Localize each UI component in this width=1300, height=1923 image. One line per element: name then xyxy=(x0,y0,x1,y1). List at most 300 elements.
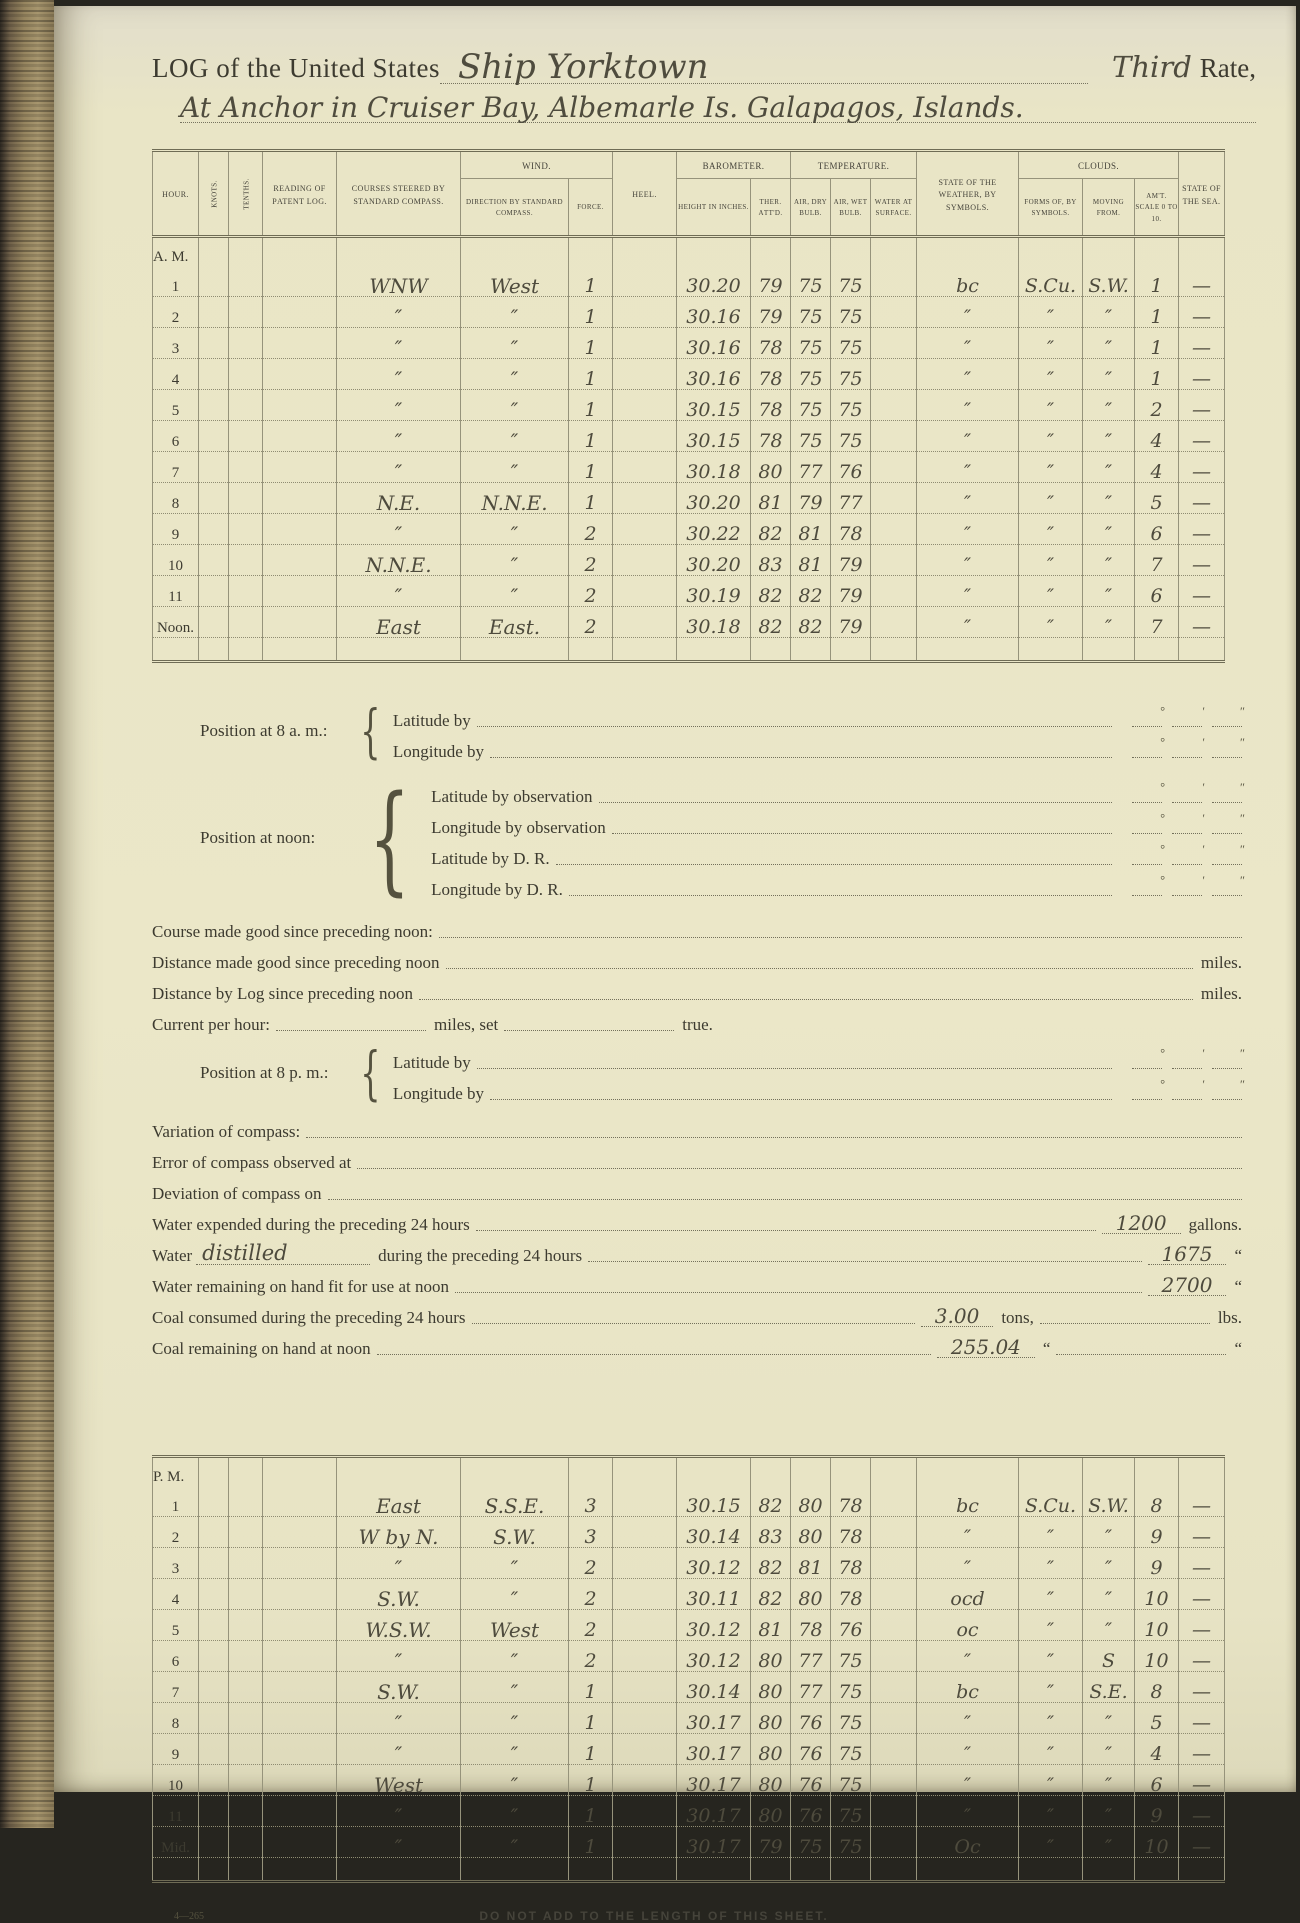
sea-state: — xyxy=(1179,545,1225,576)
sea-state: — xyxy=(1179,421,1225,452)
coal-consumed-value: 3.00 xyxy=(921,1306,994,1327)
minutes-mark: ′ xyxy=(1172,823,1202,834)
lon-dr-label: Longitude by D. R. xyxy=(431,880,563,899)
log-row xyxy=(153,1796,1225,1827)
cloud-forms: ″ xyxy=(1019,452,1083,483)
wind-force: 1 xyxy=(569,421,613,452)
wind-direction: ″ xyxy=(461,297,569,328)
log-row xyxy=(153,390,1225,421)
water-surface xyxy=(871,545,917,576)
cloud-forms: ″ xyxy=(1019,1734,1083,1765)
col-air-dry: Air, Dry Bulb. xyxy=(791,179,831,237)
wind-direction: ″ xyxy=(461,1641,569,1672)
heel xyxy=(613,607,677,638)
patent-log-reading xyxy=(263,1641,337,1672)
cloud-amount: 1 xyxy=(1135,266,1179,297)
patent-log-reading xyxy=(263,421,337,452)
wind-force: 2 xyxy=(569,545,613,576)
barometer-height: 30.12 xyxy=(677,1641,751,1672)
cloud-moving-from: ″ xyxy=(1083,483,1135,514)
barometer-height: 30.22 xyxy=(677,514,751,545)
weather-symbols: ″ xyxy=(917,1517,1019,1548)
course-steered: ″ xyxy=(337,421,461,452)
miles-unit: miles. xyxy=(1200,984,1242,1003)
thermometer-attached: 80 xyxy=(751,1765,791,1796)
patent-log-reading xyxy=(263,607,337,638)
cloud-moving-from: ″ xyxy=(1083,328,1135,359)
air-dry-bulb: 77 xyxy=(791,1641,831,1672)
air-wet-bulb: 75 xyxy=(831,1703,871,1734)
heel xyxy=(613,421,677,452)
cloud-amount: 7 xyxy=(1135,607,1179,638)
position-8pm-group xyxy=(152,1039,1245,1107)
wind-force: 1 xyxy=(569,483,613,514)
weather-symbols: ″ xyxy=(917,390,1019,421)
weather-symbols: ″ xyxy=(917,1641,1019,1672)
course-steered: N.E. xyxy=(337,483,461,514)
barometer-height: 30.11 xyxy=(677,1579,751,1610)
cloud-amount: 6 xyxy=(1135,576,1179,607)
wind-direction: ″ xyxy=(461,421,569,452)
air-dry-bulb: 76 xyxy=(791,1765,831,1796)
minutes-mark: ′ xyxy=(1172,747,1202,758)
patent-log-reading xyxy=(263,1486,337,1517)
col-wind-direction: Direction by Standard Compass. xyxy=(461,179,569,237)
wind-force: 1 xyxy=(569,452,613,483)
patent-log-reading xyxy=(263,452,337,483)
wind-direction: West xyxy=(461,1610,569,1641)
water-surface xyxy=(871,576,917,607)
water-surface xyxy=(871,1827,917,1858)
sea-state: — xyxy=(1179,1796,1225,1827)
cloud-amount: 5 xyxy=(1135,1703,1179,1734)
wind-direction: West xyxy=(461,266,569,297)
air-wet-bulb: 78 xyxy=(831,514,871,545)
col-wind-group: Wind. xyxy=(461,151,613,179)
wind-force: 1 xyxy=(569,1703,613,1734)
course-steered: West xyxy=(337,1765,461,1796)
barometer-height: 30.14 xyxy=(677,1517,751,1548)
hour: 8 xyxy=(153,483,199,514)
degrees-mark: ° xyxy=(1132,823,1162,834)
barometer-height: 30.17 xyxy=(677,1703,751,1734)
log-row xyxy=(153,1703,1225,1734)
sea-state: — xyxy=(1179,1548,1225,1579)
degrees-mark: ° xyxy=(1132,854,1162,865)
thermometer-attached: 82 xyxy=(751,514,791,545)
water-surface xyxy=(871,1796,917,1827)
weather-symbols: oc xyxy=(917,1610,1019,1641)
course-steered: ″ xyxy=(337,328,461,359)
cloud-forms: ″ xyxy=(1019,1703,1083,1734)
col-water-surface: Water at Surface. xyxy=(871,179,917,237)
course-steered: East xyxy=(337,1486,461,1517)
wind-direction: ″ xyxy=(461,328,569,359)
log-row xyxy=(153,421,1225,452)
barometer-height: 30.17 xyxy=(677,1765,751,1796)
thermometer-attached: 80 xyxy=(751,1672,791,1703)
barometer-height: 30.20 xyxy=(677,483,751,514)
cloud-moving-from: ″ xyxy=(1083,390,1135,421)
course-steered: W.S.W. xyxy=(337,1610,461,1641)
weather-symbols: bc xyxy=(917,1486,1019,1517)
patent-log-reading xyxy=(263,1517,337,1548)
barometer-height: 30.17 xyxy=(677,1734,751,1765)
col-weather: State of the Weather, by Symbols. xyxy=(917,151,1019,237)
cloud-moving-from: ″ xyxy=(1083,1765,1135,1796)
page-title xyxy=(152,47,1256,88)
brace: { xyxy=(360,697,381,765)
seconds-mark: ″ xyxy=(1212,823,1242,834)
wind-direction: S.W. xyxy=(461,1517,569,1548)
air-wet-bulb: 75 xyxy=(831,297,871,328)
air-dry-bulb: 81 xyxy=(791,514,831,545)
heel xyxy=(613,1486,677,1517)
wind-direction: ″ xyxy=(461,1548,569,1579)
knots xyxy=(199,266,229,297)
water-surface xyxy=(871,1765,917,1796)
heel xyxy=(613,1579,677,1610)
cloud-amount: 10 xyxy=(1135,1610,1179,1641)
patent-log-reading xyxy=(263,576,337,607)
col-baro-height: Height in Inches. xyxy=(677,179,751,237)
air-wet-bulb: 78 xyxy=(831,1486,871,1517)
thermometer-attached: 82 xyxy=(751,576,791,607)
log-row xyxy=(153,576,1225,607)
degree-marks xyxy=(1122,735,1245,758)
log-row xyxy=(153,1827,1225,1858)
location-line xyxy=(152,91,1256,124)
cloud-moving-from: ″ xyxy=(1083,359,1135,390)
thermometer-attached: 82 xyxy=(751,607,791,638)
wind-force: 2 xyxy=(569,514,613,545)
cloud-moving-from: ″ xyxy=(1083,1548,1135,1579)
longitude-by-label: Longitude by xyxy=(392,742,485,761)
hour: 1 xyxy=(153,1486,199,1517)
course-steered: ″ xyxy=(337,1796,461,1827)
weather-symbols: ″ xyxy=(917,1734,1019,1765)
position-noon-group xyxy=(152,769,1245,907)
seconds-mark: ″ xyxy=(1212,716,1242,727)
cloud-forms: ″ xyxy=(1019,483,1083,514)
cloud-forms: ″ xyxy=(1019,1672,1083,1703)
barometer-height: 30.16 xyxy=(677,359,751,390)
tenths xyxy=(229,607,263,638)
knots xyxy=(199,390,229,421)
water-surface xyxy=(871,390,917,421)
seconds-mark: ″ xyxy=(1212,1058,1242,1069)
air-wet-bulb: 79 xyxy=(831,576,871,607)
hour: 2 xyxy=(153,297,199,328)
sea-state: — xyxy=(1179,514,1225,545)
water-surface xyxy=(871,1641,917,1672)
log-row xyxy=(153,607,1225,638)
wind-direction: ″ xyxy=(461,514,569,545)
current-per-hour-label: Current per hour: xyxy=(152,1015,271,1034)
water-remaining-label: Water remaining on hand fit for use at noon xyxy=(152,1277,449,1296)
course-steered: ″ xyxy=(337,1548,461,1579)
hour: 5 xyxy=(153,390,199,421)
knots xyxy=(199,1641,229,1672)
wind-direction: ″ xyxy=(461,576,569,607)
weather-symbols: ″ xyxy=(917,576,1019,607)
log-page xyxy=(54,6,1296,1923)
weather-symbols: ocd xyxy=(917,1579,1019,1610)
rate-label: Rate, xyxy=(1199,53,1256,83)
air-wet-bulb: 76 xyxy=(831,452,871,483)
air-wet-bulb: 77 xyxy=(831,483,871,514)
log-row xyxy=(153,266,1225,297)
sea-state: — xyxy=(1179,576,1225,607)
wind-force: 3 xyxy=(569,1486,613,1517)
course-steered: S.W. xyxy=(337,1579,461,1610)
course-steered: ″ xyxy=(337,1641,461,1672)
wind-direction: ″ xyxy=(461,545,569,576)
wind-force: 1 xyxy=(569,1765,613,1796)
course-steered: ″ xyxy=(337,390,461,421)
knots xyxy=(199,483,229,514)
thermometer-attached: 82 xyxy=(751,1486,791,1517)
course-steered: W by N. xyxy=(337,1517,461,1548)
cloud-moving-from: ″ xyxy=(1083,1517,1135,1548)
wind-force: 1 xyxy=(569,390,613,421)
wind-direction: ″ xyxy=(461,1703,569,1734)
weather-symbols: ″ xyxy=(917,1703,1019,1734)
wind-force: 1 xyxy=(569,328,613,359)
patent-log-reading xyxy=(263,483,337,514)
lon-observation-label: Longitude by observation xyxy=(431,818,606,837)
wind-force: 2 xyxy=(569,607,613,638)
cloud-moving-from: ″ xyxy=(1083,452,1135,483)
water-expended-value: 1200 xyxy=(1102,1213,1181,1234)
heel xyxy=(613,1796,677,1827)
heel xyxy=(613,1610,677,1641)
heel xyxy=(613,359,677,390)
distilled-handwritten: distilled xyxy=(196,1243,370,1265)
barometer-height: 30.17 xyxy=(677,1796,751,1827)
period-label-row xyxy=(153,237,1225,267)
minutes-mark: ′ xyxy=(1172,716,1202,727)
water-label: Water xyxy=(152,1246,193,1265)
weather-symbols: ″ xyxy=(917,545,1019,576)
tenths xyxy=(229,390,263,421)
miles-unit: miles. xyxy=(1200,953,1242,972)
air-wet-bulb: 75 xyxy=(831,359,871,390)
barometer-height: 30.16 xyxy=(677,328,751,359)
knots xyxy=(199,1796,229,1827)
deviation-line xyxy=(152,1173,1242,1204)
degrees-mark: ° xyxy=(1132,747,1162,758)
tenths xyxy=(229,1548,263,1579)
weather-symbols: ″ xyxy=(917,452,1019,483)
patent-log-reading xyxy=(263,1672,337,1703)
col-courses: Courses Steered by Standard Compass. xyxy=(337,151,461,237)
air-wet-bulb: 78 xyxy=(831,1517,871,1548)
thermometer-attached: 80 xyxy=(751,452,791,483)
air-dry-bulb: 81 xyxy=(791,1548,831,1579)
sea-state: — xyxy=(1179,1641,1225,1672)
knots xyxy=(199,1827,229,1858)
thermometer-attached: 78 xyxy=(751,328,791,359)
heel xyxy=(613,483,677,514)
course-steered: ″ xyxy=(337,1703,461,1734)
cloud-amount: 7 xyxy=(1135,545,1179,576)
period-label: A. M. xyxy=(153,237,199,267)
wind-direction: ″ xyxy=(461,1827,569,1858)
wind-force: 1 xyxy=(569,1796,613,1827)
barometer-height: 30.18 xyxy=(677,607,751,638)
sea-state: — xyxy=(1179,266,1225,297)
heel xyxy=(613,266,677,297)
weather-symbols: ″ xyxy=(917,514,1019,545)
water-surface xyxy=(871,514,917,545)
hour: Mid. xyxy=(153,1827,199,1858)
am-log-table xyxy=(152,149,1225,663)
cloud-forms: ″ xyxy=(1019,1579,1083,1610)
air-wet-bulb: 79 xyxy=(831,607,871,638)
wind-direction: S.S.E. xyxy=(461,1486,569,1517)
ship-name: Ship Yorktown xyxy=(440,52,1088,84)
air-dry-bulb: 75 xyxy=(791,390,831,421)
position-8pm-label: Position at 8 p. m.: xyxy=(200,1063,329,1082)
cloud-moving-from: S.E. xyxy=(1083,1672,1135,1703)
course-made-good-label: Course made good since preceding noon: xyxy=(152,922,433,941)
air-wet-bulb: 75 xyxy=(831,421,871,452)
heel xyxy=(613,545,677,576)
wind-direction: ″ xyxy=(461,1579,569,1610)
tenths xyxy=(229,545,263,576)
heel xyxy=(613,452,677,483)
sea-state: — xyxy=(1179,359,1225,390)
patent-log-reading xyxy=(263,297,337,328)
patent-log-reading xyxy=(263,359,337,390)
longitude-by-label: Longitude by xyxy=(392,1084,485,1103)
hour: 1 xyxy=(153,266,199,297)
knots xyxy=(199,1734,229,1765)
col-cloud-forms: Forms of, by Symbols. xyxy=(1019,179,1083,237)
position-noon-label: Position at noon: xyxy=(200,828,316,847)
course-steered: ″ xyxy=(337,359,461,390)
wind-direction: ″ xyxy=(461,390,569,421)
hour: 7 xyxy=(153,1672,199,1703)
cloud-forms: ″ xyxy=(1019,1548,1083,1579)
col-hour: Hour. xyxy=(153,151,199,237)
wind-force: 1 xyxy=(569,266,613,297)
distance-made-good-label: Distance made good since preceding noon xyxy=(152,953,440,972)
tenths xyxy=(229,576,263,607)
hour: 10 xyxy=(153,545,199,576)
sea-state: — xyxy=(1179,1579,1225,1610)
thermometer-attached: 79 xyxy=(751,1827,791,1858)
cloud-forms: S.Cu. xyxy=(1019,266,1083,297)
tenths xyxy=(229,483,263,514)
air-dry-bulb: 80 xyxy=(791,1517,831,1548)
cloud-amount: 6 xyxy=(1135,514,1179,545)
air-dry-bulb: 76 xyxy=(791,1703,831,1734)
wind-force: 1 xyxy=(569,1734,613,1765)
thermometer-attached: 81 xyxy=(751,1610,791,1641)
hour: Noon. xyxy=(153,607,199,638)
wind-force: 2 xyxy=(569,1641,613,1672)
course-steered: ″ xyxy=(337,514,461,545)
weather-symbols: ″ xyxy=(917,607,1019,638)
weather-symbols: ″ xyxy=(917,328,1019,359)
sea-state: — xyxy=(1179,1672,1225,1703)
knots xyxy=(199,297,229,328)
length-notice: DO NOT ADD TO THE LENGTH OF THIS SHEET. xyxy=(479,1909,829,1923)
coal-remaining-value: 255.04 xyxy=(937,1337,1035,1358)
patent-log-reading xyxy=(263,545,337,576)
cloud-moving-from: S xyxy=(1083,1641,1135,1672)
heel xyxy=(613,576,677,607)
cloud-moving-from: ″ xyxy=(1083,1610,1135,1641)
cloud-moving-from: ″ xyxy=(1083,1796,1135,1827)
degree-marks xyxy=(1122,811,1245,834)
seconds-mark: ″ xyxy=(1212,792,1242,803)
barometer-height: 30.14 xyxy=(677,1672,751,1703)
thermometer-attached: 83 xyxy=(751,1517,791,1548)
patent-log-reading xyxy=(263,1703,337,1734)
degree-marks xyxy=(1122,1077,1245,1100)
knots xyxy=(199,359,229,390)
wind-force: 1 xyxy=(569,1672,613,1703)
air-dry-bulb: 75 xyxy=(791,1827,831,1858)
location-text: At Anchor in Cruiser Bay, Albemarle Is. Galapagos, Islands. xyxy=(180,94,1256,123)
wind-direction: N.N.E. xyxy=(461,483,569,514)
heel xyxy=(613,328,677,359)
water-surface xyxy=(871,1517,917,1548)
air-dry-bulb: 75 xyxy=(791,328,831,359)
knots xyxy=(199,514,229,545)
cloud-amount: 10 xyxy=(1135,1579,1179,1610)
tenths xyxy=(229,1765,263,1796)
air-dry-bulb: 77 xyxy=(791,1672,831,1703)
lat-dr-label: Latitude by D. R. xyxy=(431,849,550,868)
minutes-mark: ′ xyxy=(1172,854,1202,865)
deviation-label: Deviation of compass on xyxy=(152,1184,322,1203)
wind-direction: East. xyxy=(461,607,569,638)
wind-force: 1 xyxy=(569,359,613,390)
wind-direction: ″ xyxy=(461,1796,569,1827)
knots xyxy=(199,1765,229,1796)
sea-state: — xyxy=(1179,1610,1225,1641)
degree-marks xyxy=(1122,1046,1245,1069)
air-dry-bulb: 78 xyxy=(791,1610,831,1641)
water-surface xyxy=(871,607,917,638)
air-wet-bulb: 76 xyxy=(831,1610,871,1641)
water-surface xyxy=(871,1548,917,1579)
barometer-height: 30.19 xyxy=(677,576,751,607)
course-steered: S.W. xyxy=(337,1672,461,1703)
heel xyxy=(613,1641,677,1672)
hour: 7 xyxy=(153,452,199,483)
air-wet-bulb: 75 xyxy=(831,1641,871,1672)
tenths xyxy=(229,1517,263,1548)
air-dry-bulb: 79 xyxy=(791,483,831,514)
cloud-forms: ″ xyxy=(1019,390,1083,421)
log-row xyxy=(153,514,1225,545)
latitude-by-label: Latitude by xyxy=(392,1053,471,1072)
barometer-height: 30.18 xyxy=(677,452,751,483)
cloud-amount: 1 xyxy=(1135,359,1179,390)
cloud-moving-from: ″ xyxy=(1083,1734,1135,1765)
sea-state: — xyxy=(1179,483,1225,514)
tenths xyxy=(229,266,263,297)
tenths xyxy=(229,1610,263,1641)
knots xyxy=(199,607,229,638)
air-dry-bulb: 75 xyxy=(791,297,831,328)
water-surface xyxy=(871,421,917,452)
